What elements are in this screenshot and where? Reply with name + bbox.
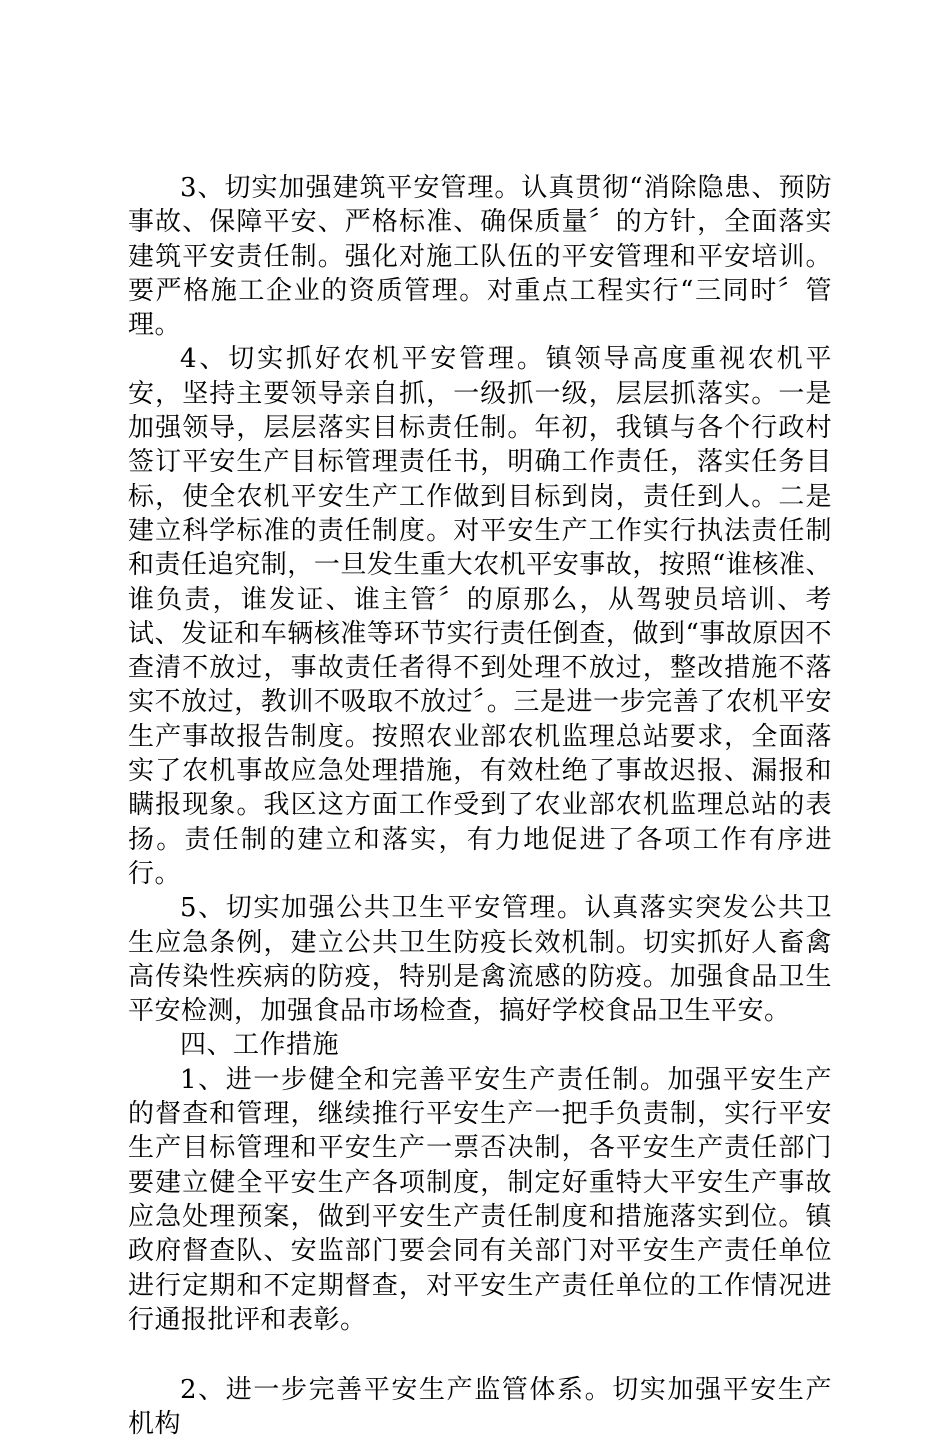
document-body <box>128 171 832 1442</box>
paragraph-public-health-safety: 5、切实加强公共卫生平安管理。认真落实突发公共卫生应急条例，建立公共卫生防疫长效机制。切实抓好人畜禽高传染性疾病的防疫，特别是禽流感的防疫。加强食品卫生平安检测，加强食品市场检查，搞好学校食品卫生平安。 <box>128 893 832 1027</box>
paragraph-gap <box>128 1337 832 1373</box>
paragraph-farm-machinery-safety: 4、切实抓好农机平安管理。镇领导高度重视农机平安，坚持主要领导亲自抓，一级抓一级，层层抓落实。一是加强领导，层层落实目标责任制。年初，我镇与各个行政村签订平安生产目标管理责任书，明确工作责任，落实任务目标，使全农机平安生产工作做到目标到岗，责任到人。二是建立科学标准的责任制度。对平安生产工作实行执法责任制和责任追究制，一旦发生重大农机平安事故，按照“谁核准、谁负责，谁发证、谁主管〞的原那么，从驾驶员培训、考试、发证和车辆核准等环节实行责任倒查，做到“事故原因不查清不放过，事故责任者得不到处理不放过，整改措施不落实不放过，教训不吸取不放过〞。三是进一步完善了农机平安生产事故报告制度。按照农业部农机监理总站要求，全面落实了农机事故应急处理措施，有效杜绝了事故迟报、漏报和瞒报现象。我区这方面工作受到了农业部农机监理总站的表扬。责任制的建立和落实，有力地促进了各项工作有序进行。 <box>128 344 832 889</box>
measure-supervision-system: 2、进一步完善平安生产监管体系。切实加强平安生产机构 <box>128 1375 832 1440</box>
paragraph-construction-safety: 3、切实加强建筑平安管理。认真贯彻“消除隐患、预防事故、保障平安、严格标准、确保质量〞的方针，全面落实建筑平安责任制。强化对施工队伍的平安管理和平安培训。要严格施工企业的资质管理。对重点工程实行“三同时〞管理。 <box>128 173 832 341</box>
measure-responsibility-system: 1、进一步健全和完善平安生产责任制。加强平安生产的督查和管理，继续推行平安生产一把手负责制，实行平安生产目标管理和平安生产一票否决制，各平安生产责任部门要建立健全平安生产各项制度，制定好重特大平安生产事故应急处理预案，做到平安生产责任制度和措施落实到位。镇政府督查队、安监部门要会同有关部门对平安生产责任单位进行定期和不定期督查，对平安生产责任单位的工作情况进行通报批评和表彰。 <box>128 1064 832 1335</box>
section-heading: 四、工作措施 <box>180 1030 340 1061</box>
